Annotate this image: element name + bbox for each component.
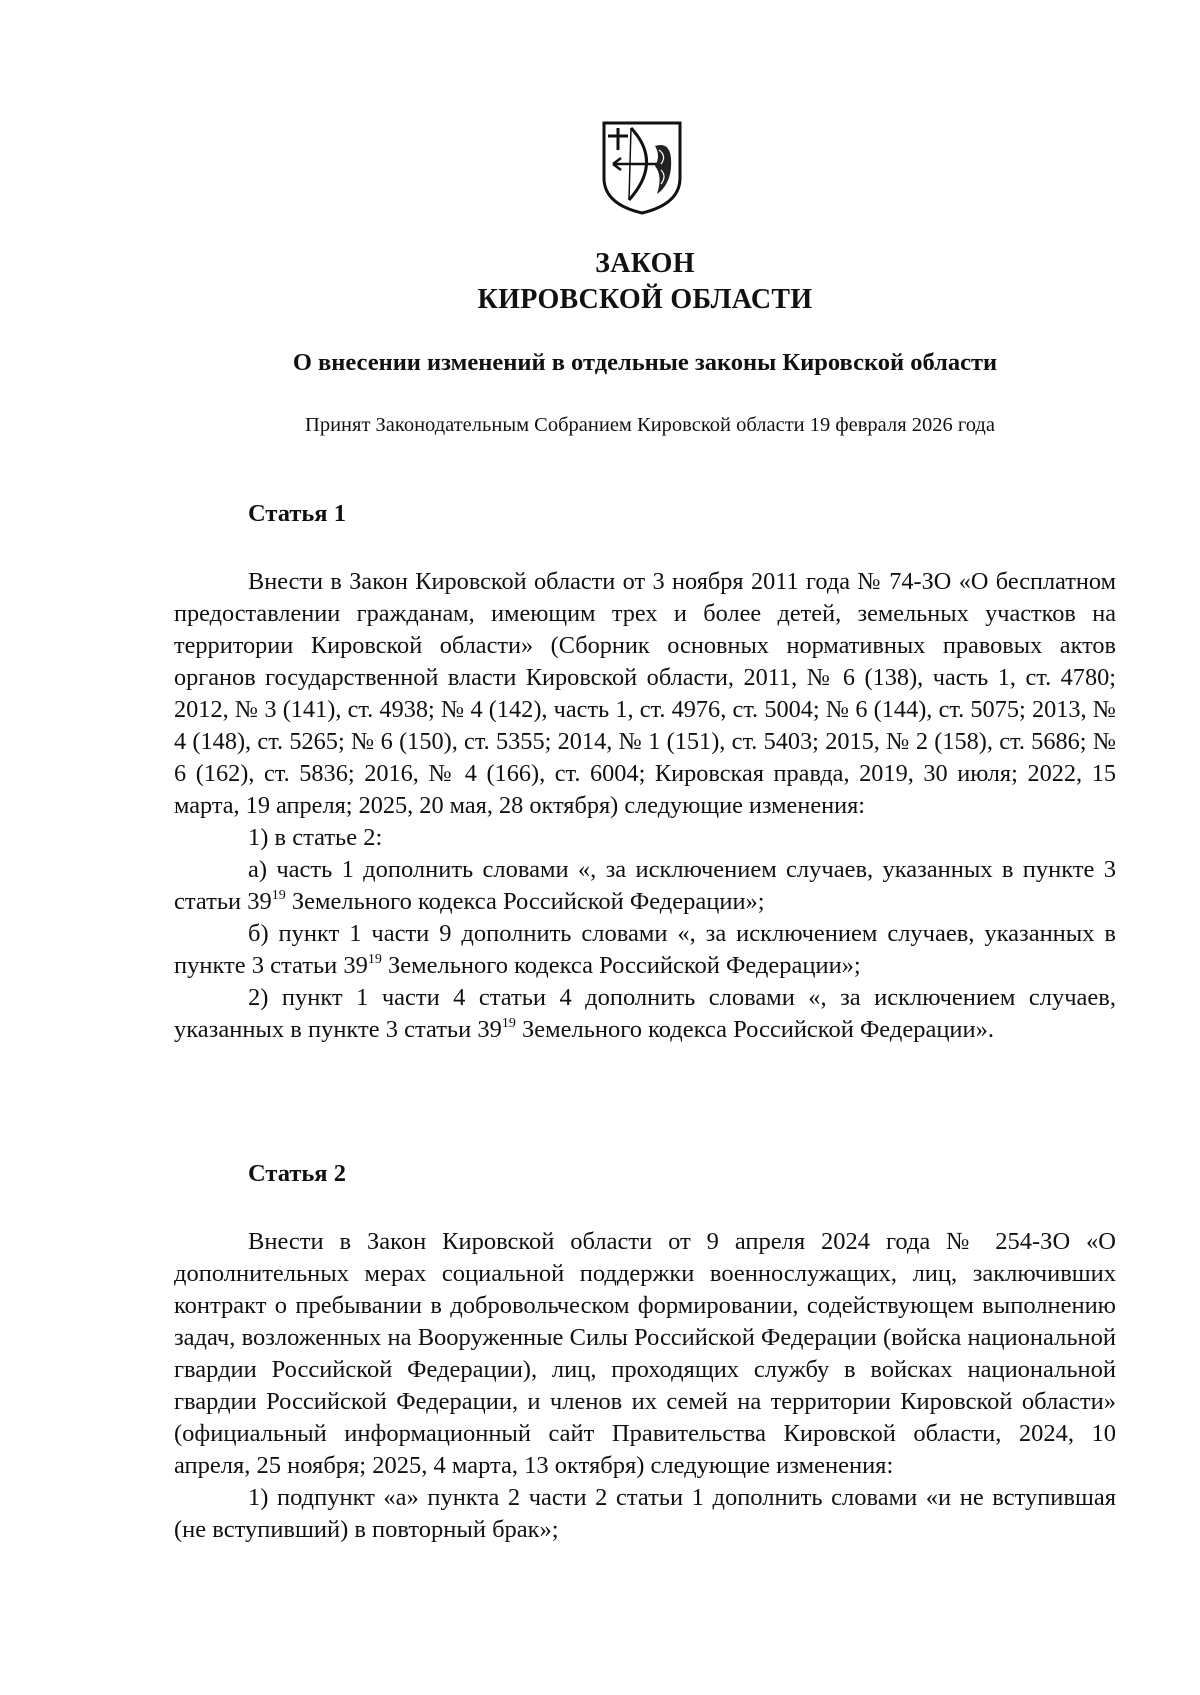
item-2-superscript: 19	[501, 1016, 516, 1031]
article-1-item-2	[174, 982, 1116, 1046]
article-2-heading: Статья 2	[248, 1160, 346, 1187]
item-1a-superscript: 19	[271, 888, 286, 903]
item-1b-text: б) пункт 1 части 9 дополнить словами «, за исключением случаев, указанных в пункте 3 статьи 39	[174, 920, 1116, 979]
item-1a-text: а) часть 1 дополнить словами «, за исключением случаев, указанных в пункте 3 статьи 39	[174, 856, 1116, 915]
adoption-note: Принят Законодательным Собранием Кировской области 19 февраля 2026 года	[305, 414, 995, 436]
document-subtitle: О внесении изменений в отдельные законы Кировской области	[292, 349, 998, 376]
article-2-item-1: 1) подпункт «а» пункта 2 части 2 статьи 1 дополнить словами «и не вступившая (не вступивший) в повторный брак»;	[174, 1484, 1116, 1543]
article-1-lead-paragraph: Внести в Закон Кировской области от 3 ноября 2011 года № 74-ЗО «О бесплатном предоставлении гражданам, имеющим трех и более детей, земельных участков на территории Кировской области» (Сборник основных нормативных правовых актов органов государственной власти Кировской области, 2011, № 6 (138), часть 1, ст. 4780; 2012, № 3 (141), ст. 4938; № 4 (142), часть 1, ст. 4976, ст. 5004; № 6 (144), ст. 5075; 2013, № 4 (148), ст. 5265; № 6 (150), ст. 5355; 2014, № 1 (151), ст. 5403; 2015, № 2 (158), ст. 5686; № 6 (162), ст. 5836; 2016, № 4 (166), ст. 6004; Кировская правда, 2019, 30 июля; 2022, 15 марта, 19 апреля; 2025, 20 мая, 28 октября) следующие изменения:	[174, 568, 1116, 819]
article-1-item-1a	[174, 854, 1116, 918]
article-2-lead-paragraph: Внести в Закон Кировской области от 9 апреля 2024 года № 254-ЗО «О дополнительных мерах социальной поддержки военнослужащих, лиц, заключивших контракт о пребывании в добровольческом формировании, содействующем выполнению задач, возложенных на Вооруженные Силы Российской Федерации (войска национальной гвардии Российской Федерации), лиц, проходящих службу в войсках национальной гвардии Российской Федерации, и членов их семей на территории Кировской области» (официальный информационный сайт Правительства Кировской области, 2024, 10 апреля, 25 ноября; 2025, 4 марта, 13 октября) следующие изменения:	[174, 1228, 1116, 1479]
document-title-region: КИРОВСКОЙ ОБЛАСТИ	[477, 284, 813, 315]
kirov-coat-of-arms-icon	[601, 120, 683, 216]
document-title: ЗАКОН	[595, 248, 695, 279]
article-1-item-1: 1) в статье 2:	[248, 824, 383, 851]
article-1-body	[174, 566, 1116, 1046]
article-1-heading: Статья 1	[248, 500, 346, 527]
item-2-text: 2) пункт 1 части 4 статьи 4 дополнить словами «, за исключением случаев, указанных в пункте 3 статьи 39	[174, 984, 1116, 1043]
item-1b-text-end: Земельного кодекса Российской Федерации»;	[381, 952, 861, 979]
item-2-text-end: Земельного кодекса Российской Федерации».	[515, 1016, 995, 1043]
article-2-body	[174, 1226, 1116, 1546]
item-1a-text-end: Земельного кодекса Российской Федерации»;	[285, 888, 765, 915]
article-1-item-1b	[174, 918, 1116, 982]
item-1b-superscript: 19	[367, 952, 382, 967]
